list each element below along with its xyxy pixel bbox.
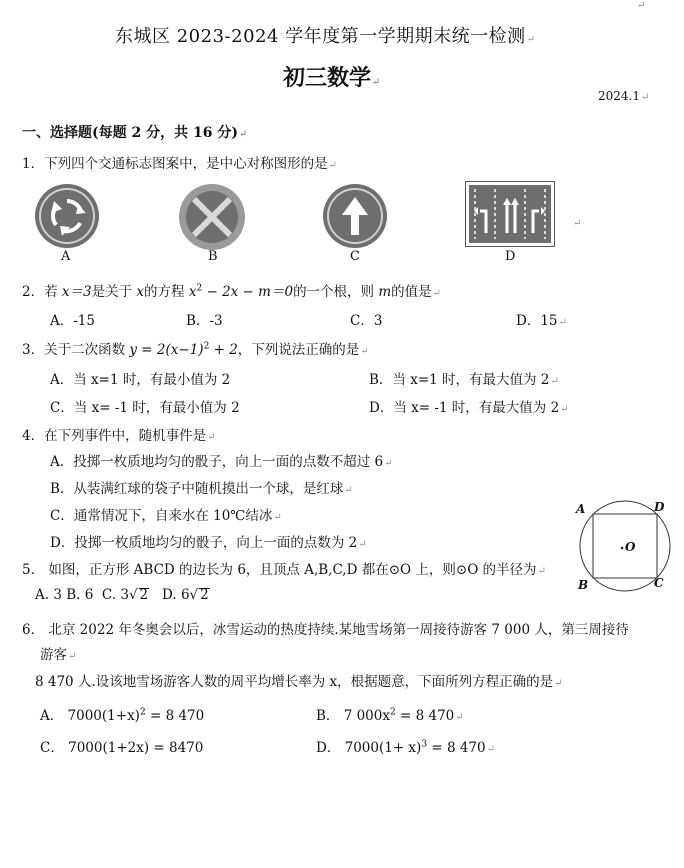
center-label-o: O <box>625 540 636 554</box>
question-5-text: 5． 如图，正方形 ABCD 的边长为 6，且顶点 A,B,C,D 都在⊙O 上，则⊙O 的半径为↵ <box>22 562 546 578</box>
option-label-c: C <box>350 249 360 264</box>
section-heading: 一、选择题(每题 2 分，共 16 分)↵ <box>22 125 248 141</box>
q2-option-c[interactable]: C．3 <box>350 313 383 329</box>
q5-option-c[interactable]: C. 3√ 2 <box>101 587 149 603</box>
q5-options <box>35 587 210 603</box>
q4-option-c[interactable]: C．通常情况下，自来水在 10℃结冰↵ <box>50 508 282 524</box>
question-1-text: 1．下列四个交通标志图案中，是中心对称图形的是↵ <box>22 156 337 172</box>
q6-option-d[interactable]: D． $7000(1+ x)^3 = 8$ 470↵ <box>316 739 495 756</box>
question-6-line3: 8 470 人.设该地雪场游客人数的周平均增长率为 x，根据题意，下面所列方程正确的是↵ <box>35 674 563 690</box>
question-6-line2: 游客↵ <box>40 647 77 663</box>
question-2-text: 2．若 x＝3是关于 x的方程 $x^2 - 2x - m=0$的一个根，则 m的值是↵ <box>22 283 442 300</box>
straight-ahead-sign-icon <box>322 183 388 249</box>
q5-option-b[interactable]: B. 6 <box>66 587 94 603</box>
q4-option-b[interactable]: B．从装满红球的袋子中随机摸出一个球，是红球↵ <box>50 481 353 497</box>
vertex-label-c: C <box>654 576 664 590</box>
vertex-label-b: B <box>578 578 589 592</box>
corner-mark: ↵ <box>637 0 646 11</box>
vertex-label-a: A <box>576 502 586 516</box>
q3-option-c[interactable]: C．当 x= -1 时，有最小值为 2 <box>50 400 240 416</box>
option-label-b: B <box>208 249 218 264</box>
q5-option-d[interactable]: D. 6√ 2 <box>162 587 209 603</box>
q6-option-a[interactable]: A． $7000(1+x)^2 = 8$ 470 <box>40 707 205 724</box>
q5-option-a[interactable]: A. 3 <box>35 587 62 603</box>
option-label-d: D <box>505 249 516 264</box>
q4-option-a[interactable]: A．投掷一枚质地均匀的骰子，向上一面的点数不超过 6↵ <box>50 454 393 470</box>
q4-option-d[interactable]: D．投掷一枚质地均匀的骰子，向上一面的点数为 2↵ <box>50 535 367 551</box>
question-3-text: 3．关于二次函数 $y = 2(x-1)^2 + 2$，下列说法正确的是↵ <box>22 341 369 358</box>
q6-option-b[interactable]: B． 7 $000x^2 = 8$ 470↵ <box>316 707 464 724</box>
q3-option-b[interactable]: B．当 x=1 时，有最大值为 2↵ <box>369 372 559 388</box>
roundabout-sign-icon <box>34 183 100 249</box>
q6-option-c[interactable]: C． 7000(1+2x) = 8470 <box>40 740 204 756</box>
q3-option-a[interactable]: A．当 x=1 时，有最小值为 2 <box>50 372 231 388</box>
exam-date: 2024.1↵ <box>598 89 650 103</box>
question-6-line1: 6． 北京 2022 年冬奥会以后，冰雪运动的热度持续.某地雪场第一周接待游客 7 000 人，第三周接待 <box>22 622 629 638</box>
exam-title: 东城区 2023-2024 学年度第一学期期末统一检测↵ <box>115 26 536 47</box>
question-4-text: 4．在下列事件中，随机事件是↵ <box>22 428 216 444</box>
q2-option-b[interactable]: B．-3 <box>186 313 223 329</box>
option-label-a: A <box>61 249 71 264</box>
square-in-circle-figure <box>570 498 674 598</box>
q2-option-d[interactable]: D．15↵ <box>516 313 567 329</box>
q2-option-a[interactable]: A．-15 <box>50 313 95 329</box>
lane-direction-sign-icon <box>465 181 555 247</box>
no-stopping-sign-icon <box>178 183 246 251</box>
q3-option-d[interactable]: D．当 x= -1 时，有最大值为 2↵ <box>369 400 569 416</box>
line-end-mark: ↵ <box>573 218 582 229</box>
vertex-label-d: D <box>654 500 665 514</box>
subject-title: 初三数学↵ <box>283 65 381 91</box>
